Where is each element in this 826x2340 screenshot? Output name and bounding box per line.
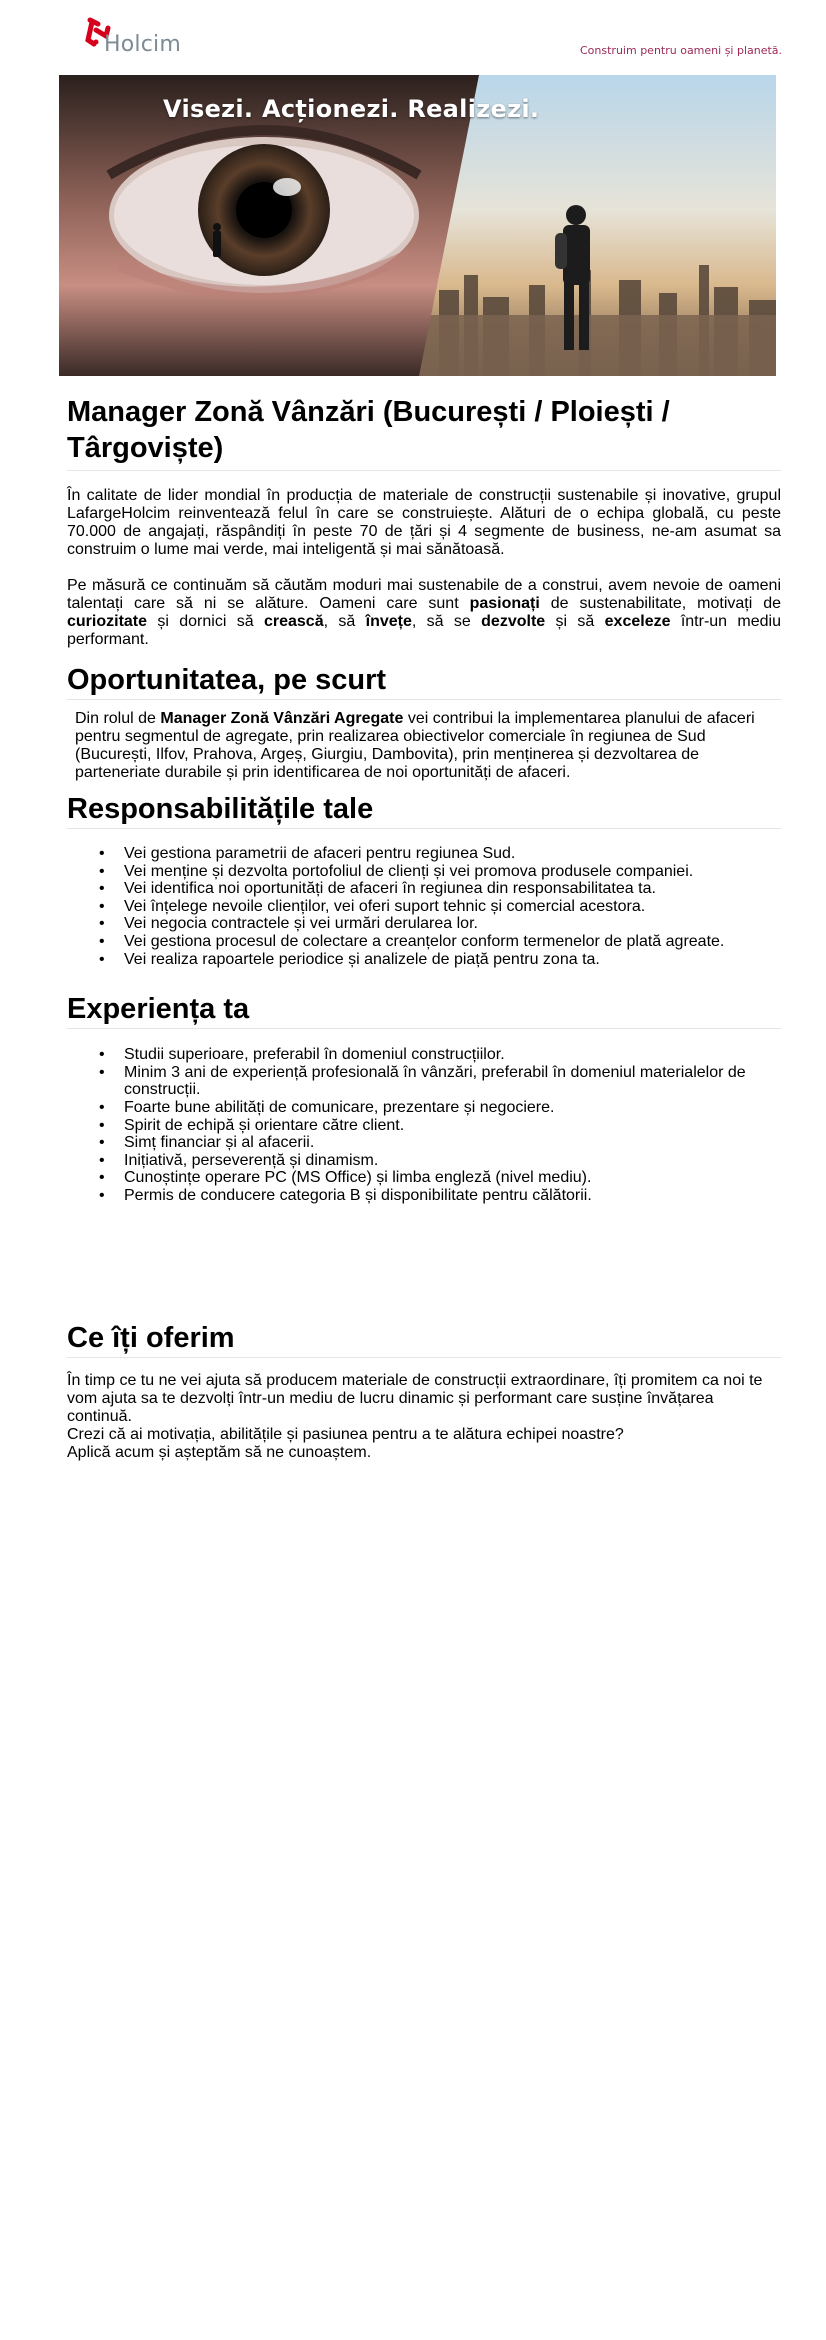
offer-line-2: Crezi că ai motivația, abilitățile și pasiunea pentru a te alătura echipei noastre? (67, 1425, 624, 1443)
experience-item: • Permis de conducere categoria B și disponibilitate pentru călătorii. (124, 1187, 781, 1205)
hero-banner (59, 75, 776, 376)
logo-wordmark: Holcim (104, 32, 181, 57)
offer-line-1: În timp ce tu ne vei ajuta să producem materiale de construcții extraordinare, îți promitem ca noi te vom ajuta sa te dezvolți într-un mediu de lucru dinamic și performant care susține învățarea continuă. (67, 1371, 763, 1425)
section-heading-responsibilities: Responsabilitățile tale (67, 792, 781, 829)
section-heading-offer: Ce îți oferim (67, 1321, 781, 1358)
responsibility-item: • Vei identifica noi oportunități de afaceri în regiunea din responsabilitatea ta. (124, 880, 781, 898)
experience-item: • Simț financiar și al afacerii. (124, 1134, 781, 1152)
intro-paragraph-2: Pe măsură ce continuăm să căutăm moduri mai sustenabile de a construi, avem nevoie de oameni talentați care să ni se alăture. Oameni care sunt pasionați de sustenabilitate, motivați de curiozitate și dornici să crească, să învețe, să se dezvolte și să exceleze într-un mediu performant. (67, 577, 782, 648)
section-heading-experience: Experiența ta (67, 992, 781, 1029)
opportunity-text: Din rolul de Manager Zonă Vânzări Agregate vei contribui la implementarea planului de afaceri pentru segmentul de agregate, prin realizarea obiectivelor comerciale în regiunea de Sud (București, Ilfov, Prahova, Argeș, Giurgiu, Dambovita), prin menținerea și dezvoltarea de parteneriate durabile și prin identificarea de noi oportunități de afaceri. (75, 710, 755, 781)
responsibility-item: • Vei negocia contractele și vei urmări derularea lor. (124, 915, 781, 933)
experience-item: • Minim 3 ani de experiență profesională în vânzări, preferabil în domeniul materialelor de construcții. (124, 1064, 781, 1099)
responsibility-item: • Vei gestiona parametrii de afaceri pentru regiunea Sud. (124, 845, 781, 863)
responsibility-item: • Vei menține și dezvolta portofoliul de clienți și vei promova produsele companiei. (124, 863, 781, 881)
offer-line-3: Aplică acum și așteptăm să ne cunoaștem. (67, 1443, 372, 1461)
section-heading-opportunity: Oportunitatea, pe scurt (67, 663, 781, 700)
job-title: Manager Zonă Vânzări (București / Ploiești / Târgoviște) (67, 394, 781, 471)
experience-item: • Cunoștințe operare PC (MS Office) și limba engleză (nivel mediu). (124, 1169, 781, 1187)
responsibility-item: • Vei înțelege nevoile clienților, vei oferi suport tehnic și comercial acestora. (124, 898, 781, 916)
experience-item: • Inițiativă, perseverență și dinamism. (124, 1152, 781, 1170)
responsibility-item: • Vei realiza rapoartele periodice și analizele de piață pentru zona ta. (124, 951, 781, 969)
responsibility-item: • Vei gestiona procesul de colectare a creanțelor conform termenelor de plată agreate. (124, 933, 781, 951)
experience-item: • Spirit de echipă și orientare către client. (124, 1117, 781, 1135)
experience-item: • Foarte bune abilități de comunicare, prezentare și negociere. (124, 1099, 781, 1117)
experience-list (67, 1046, 781, 1204)
job-content (67, 394, 781, 1462)
responsibilities-list (67, 845, 781, 968)
tagline: Construim pentru oameni și planetă. (580, 44, 783, 57)
intro-paragraph-1: În calitate de lider mondial în producția de materiale de construcții sustenabile și inovative, grupul LafargeHolcim reinventează felul în care se construiește. Alături de o echipa globală, cu peste 70.000 de angajați, răspândiți în peste 70 de țări și 4 segmente de business, ne-am asumat sa construim o lume mai verde, mai inteligentă și mai sănătoasă. (67, 487, 781, 558)
experience-item: • Studii superioare, preferabil în domeniul construcțiilor. (124, 1046, 781, 1064)
banner-slogan: Visezi. Acționezi. Realizezi. (163, 95, 540, 123)
